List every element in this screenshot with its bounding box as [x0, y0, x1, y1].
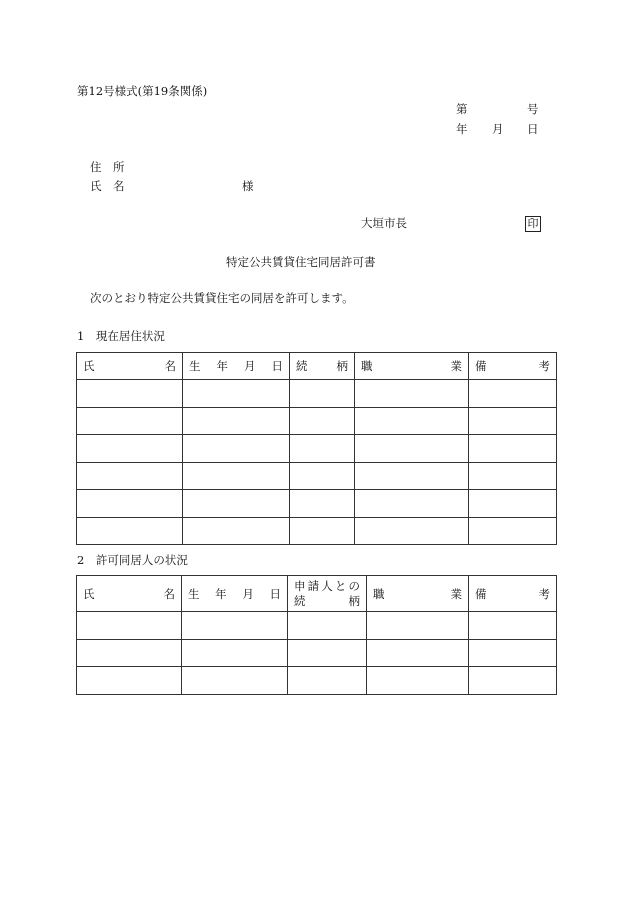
table-cell: [183, 435, 290, 463]
body-text: 次のとおり特定公共賃貸住宅の同居を許可します。: [90, 291, 354, 305]
section2-heading: 2 許可同居人の状況: [77, 553, 188, 567]
doc-number-prefix: 第: [456, 102, 468, 116]
table-cell: [183, 490, 290, 518]
table-cell: [288, 667, 367, 695]
table-row: [77, 462, 557, 490]
date-year-label: 年: [456, 122, 468, 136]
cohabitant-status-table: [76, 575, 557, 695]
table-cell: [183, 462, 290, 490]
table-cell: [288, 639, 367, 667]
table-cell: [355, 517, 469, 545]
date-day-label: 日: [527, 122, 539, 136]
header-birthdate: 生 年 月 日: [183, 353, 290, 380]
table-row: [77, 517, 557, 545]
header-birthdate: 生 年 月 日: [182, 576, 288, 612]
honorific: 様: [242, 179, 254, 193]
table-cell: [355, 407, 469, 435]
doc-number-suffix: 号: [527, 102, 539, 116]
table-cell: [469, 490, 557, 518]
header-remarks: 備 考: [469, 353, 557, 380]
table-cell: [77, 435, 183, 463]
header-name: 氏 名: [77, 576, 182, 612]
table-cell: [469, 407, 557, 435]
table-cell: [77, 517, 183, 545]
table-cell: [367, 667, 469, 695]
table-cell: [182, 612, 288, 640]
table-cell: [290, 407, 355, 435]
table-cell: [290, 380, 355, 408]
table-cell: [355, 380, 469, 408]
date-month-label: 月: [492, 122, 504, 136]
table-cell: [469, 517, 557, 545]
header-remarks: 備 考: [469, 576, 557, 612]
table-cell: [290, 462, 355, 490]
residence-status-table: [76, 352, 557, 545]
table-row: [77, 407, 557, 435]
table-cell: [355, 435, 469, 463]
table-cell: [77, 462, 183, 490]
table-cell: [77, 380, 183, 408]
header-relationship: 続 柄: [290, 353, 355, 380]
document-title: 特定公共賃貸住宅同居許可書: [226, 255, 376, 269]
table-cell: [77, 667, 182, 695]
header-occupation: 職 業: [355, 353, 469, 380]
table-cell: [77, 612, 182, 640]
header-name: 氏 名: [77, 353, 183, 380]
table-cell: [469, 639, 557, 667]
table-cell: [469, 612, 557, 640]
table-row: [77, 667, 557, 695]
header-occupation: 職 業: [367, 576, 469, 612]
table-cell: [367, 612, 469, 640]
table-cell: [182, 667, 288, 695]
address-label: 住 所: [90, 160, 125, 174]
form-number: 第12号様式(第19条関係): [77, 84, 208, 98]
section1-heading: 1 現在居住状況: [77, 329, 165, 343]
seal-stamp: 印: [525, 216, 541, 232]
table-cell: [77, 639, 182, 667]
table-cell: [469, 435, 557, 463]
table-row: [77, 639, 557, 667]
table-cell: [77, 490, 183, 518]
table-cell: [367, 639, 469, 667]
table-row: [77, 612, 557, 640]
table-cell: [183, 407, 290, 435]
table-cell: [290, 517, 355, 545]
issuer-title: 大垣市長: [361, 216, 407, 230]
table-cell: [288, 612, 367, 640]
table-cell: [290, 435, 355, 463]
table-cell: [183, 380, 290, 408]
table-row: [77, 435, 557, 463]
table-header-row: [77, 353, 557, 380]
table-cell: [469, 380, 557, 408]
table-cell: [355, 490, 469, 518]
header-relationship-to-applicant: 申 請 人 と の 続 柄: [288, 576, 367, 612]
table-cell: [182, 639, 288, 667]
table-cell: [469, 462, 557, 490]
table-row: [77, 380, 557, 408]
table-header-row: [77, 576, 557, 612]
table-cell: [290, 490, 355, 518]
table-cell: [77, 407, 183, 435]
table-cell: [355, 462, 469, 490]
table-cell: [183, 517, 290, 545]
table-cell: [469, 667, 557, 695]
table-row: [77, 490, 557, 518]
name-label: 氏 名: [90, 179, 125, 193]
